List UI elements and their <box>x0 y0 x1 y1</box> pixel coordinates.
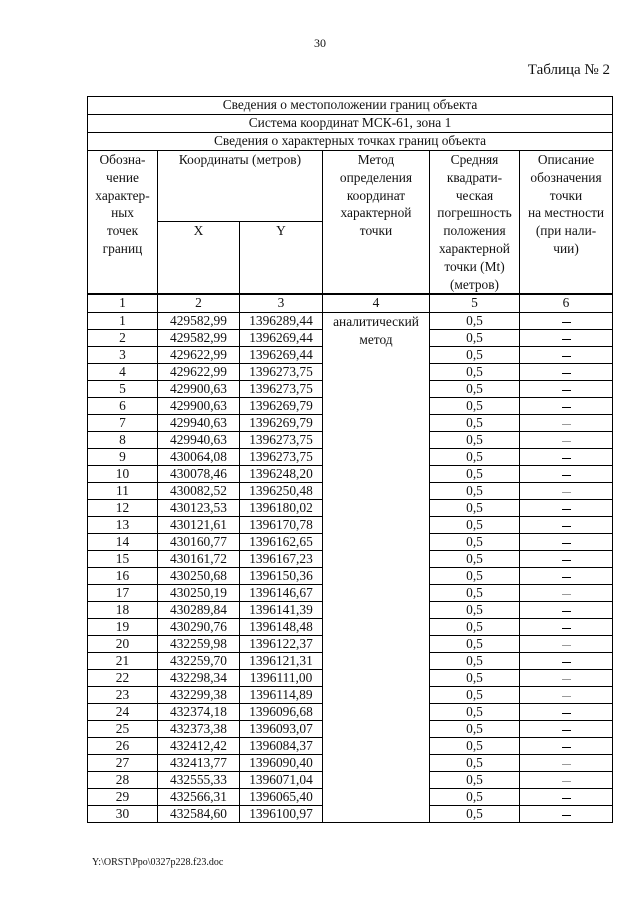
mean-square-error: 0,5 <box>430 687 520 704</box>
dash-mark <box>562 764 571 765</box>
dash-mark <box>562 407 571 408</box>
point-description <box>520 415 613 432</box>
dash-mark <box>562 594 571 595</box>
dash-mark <box>562 492 571 493</box>
point-number: 30 <box>88 806 158 823</box>
mean-square-error: 0,5 <box>430 347 520 364</box>
column-number: 5 <box>430 294 520 313</box>
mean-square-error: 0,5 <box>430 602 520 619</box>
point-description <box>520 755 613 772</box>
point-description <box>520 721 613 738</box>
dash-mark <box>562 356 571 357</box>
point-number: 1 <box>88 313 158 330</box>
header-x: X <box>158 221 240 294</box>
coord-y: 1396273,75 <box>240 364 323 381</box>
header-y: Y <box>240 221 323 294</box>
coord-y: 1396090,40 <box>240 755 323 772</box>
header-point-designation: Обозна- чение характер- ных точек границ <box>88 151 158 295</box>
point-description <box>520 347 613 364</box>
point-description <box>520 398 613 415</box>
point-number: 7 <box>88 415 158 432</box>
point-description <box>520 330 613 347</box>
point-description <box>520 738 613 755</box>
coord-y: 1396084,37 <box>240 738 323 755</box>
point-number: 22 <box>88 670 158 687</box>
point-description <box>520 449 613 466</box>
dash-mark <box>562 373 571 374</box>
mean-square-error: 0,5 <box>430 534 520 551</box>
dash-mark <box>562 560 571 561</box>
coord-y: 1396289,44 <box>240 313 323 330</box>
point-number: 27 <box>88 755 158 772</box>
coord-x: 430121,61 <box>158 517 240 534</box>
point-description <box>520 687 613 704</box>
mean-square-error: 0,5 <box>430 330 520 347</box>
point-number: 12 <box>88 500 158 517</box>
point-number: 26 <box>88 738 158 755</box>
coord-y: 1396121,31 <box>240 653 323 670</box>
mean-square-error: 0,5 <box>430 789 520 806</box>
coord-y: 1396170,78 <box>240 517 323 534</box>
coord-x: 430082,52 <box>158 483 240 500</box>
header-method: Метод определения координат характерной точки <box>323 151 430 295</box>
coord-y: 1396180,02 <box>240 500 323 517</box>
coord-x: 432413,77 <box>158 755 240 772</box>
point-description <box>520 568 613 585</box>
coord-y: 1396273,75 <box>240 432 323 449</box>
coord-y: 1396269,44 <box>240 347 323 364</box>
dash-mark <box>562 815 571 816</box>
mean-square-error: 0,5 <box>430 517 520 534</box>
mean-square-error: 0,5 <box>430 806 520 823</box>
dash-mark <box>562 662 571 663</box>
point-description <box>520 670 613 687</box>
coord-y: 1396269,79 <box>240 398 323 415</box>
dash-mark <box>562 339 571 340</box>
point-number: 25 <box>88 721 158 738</box>
point-number: 2 <box>88 330 158 347</box>
mean-square-error: 0,5 <box>430 568 520 585</box>
coord-x: 429622,99 <box>158 347 240 364</box>
point-number: 5 <box>88 381 158 398</box>
mean-square-error: 0,5 <box>430 653 520 670</box>
footer-file-path: Y:\ORST\Ppo\0327p228.f23.doc <box>92 857 224 868</box>
dash-mark <box>562 730 571 731</box>
point-description <box>520 432 613 449</box>
mean-square-error: 0,5 <box>430 398 520 415</box>
coord-y: 1396269,44 <box>240 330 323 347</box>
dash-mark <box>562 696 571 697</box>
mean-square-error: 0,5 <box>430 364 520 381</box>
table-body <box>88 313 613 823</box>
point-number: 17 <box>88 585 158 602</box>
coord-y: 1396248,20 <box>240 466 323 483</box>
dash-mark <box>562 458 571 459</box>
point-description <box>520 313 613 330</box>
coord-y: 1396269,79 <box>240 415 323 432</box>
mean-square-error: 0,5 <box>430 313 520 330</box>
coord-x: 429582,99 <box>158 330 240 347</box>
mean-square-error: 0,5 <box>430 415 520 432</box>
point-number: 8 <box>88 432 158 449</box>
mean-square-error: 0,5 <box>430 772 520 789</box>
dash-mark <box>562 781 571 782</box>
mean-square-error: 0,5 <box>430 704 520 721</box>
coord-x: 430160,77 <box>158 534 240 551</box>
coord-x: 432566,31 <box>158 789 240 806</box>
point-description <box>520 653 613 670</box>
mean-square-error: 0,5 <box>430 449 520 466</box>
header-point-description: Описание обозначения точки на местности (при нали- чии) <box>520 151 613 295</box>
mean-square-error: 0,5 <box>430 483 520 500</box>
coord-x: 432259,98 <box>158 636 240 653</box>
point-number: 9 <box>88 449 158 466</box>
dash-mark <box>562 543 571 544</box>
coord-y: 1396250,48 <box>240 483 323 500</box>
dash-mark <box>562 713 571 714</box>
coord-y: 1396122,37 <box>240 636 323 653</box>
column-number: 6 <box>520 294 613 313</box>
point-number: 23 <box>88 687 158 704</box>
point-number: 15 <box>88 551 158 568</box>
coord-y: 1396273,75 <box>240 381 323 398</box>
point-description <box>520 602 613 619</box>
coord-x: 432259,70 <box>158 653 240 670</box>
mean-square-error: 0,5 <box>430 432 520 449</box>
coord-x: 430161,72 <box>158 551 240 568</box>
dash-mark <box>562 526 571 527</box>
coord-y: 1396114,89 <box>240 687 323 704</box>
coord-x: 430250,68 <box>158 568 240 585</box>
point-number: 19 <box>88 619 158 636</box>
dash-mark <box>562 679 571 680</box>
point-number: 28 <box>88 772 158 789</box>
point-description <box>520 772 613 789</box>
dash-mark <box>562 509 571 510</box>
dash-mark <box>562 475 571 476</box>
point-number: 21 <box>88 653 158 670</box>
mean-square-error: 0,5 <box>430 466 520 483</box>
mean-square-error: 0,5 <box>430 636 520 653</box>
dash-mark <box>562 798 571 799</box>
header-mean-square-error: Средняя квадрати- ческая погрешность положения характерной точки (Mt) (метров) <box>430 151 520 295</box>
point-number: 14 <box>88 534 158 551</box>
mean-square-error: 0,5 <box>430 500 520 517</box>
coord-y: 1396146,67 <box>240 585 323 602</box>
point-description <box>520 619 613 636</box>
coord-x: 432584,60 <box>158 806 240 823</box>
column-number: 1 <box>88 294 158 313</box>
mean-square-error: 0,5 <box>430 670 520 687</box>
point-description <box>520 585 613 602</box>
point-description <box>520 806 613 823</box>
coord-x: 429582,99 <box>158 313 240 330</box>
point-description <box>520 636 613 653</box>
point-number: 10 <box>88 466 158 483</box>
column-number: 3 <box>240 294 323 313</box>
point-number: 29 <box>88 789 158 806</box>
coordinates-table <box>87 96 613 823</box>
coord-x: 429900,63 <box>158 398 240 415</box>
table-caption: Таблица № 2 <box>527 62 610 78</box>
column-number: 4 <box>323 294 430 313</box>
point-number: 16 <box>88 568 158 585</box>
coord-x: 432555,33 <box>158 772 240 789</box>
coord-y: 1396141,39 <box>240 602 323 619</box>
point-description <box>520 500 613 517</box>
mean-square-error: 0,5 <box>430 738 520 755</box>
point-number: 3 <box>88 347 158 364</box>
point-number: 20 <box>88 636 158 653</box>
coord-x: 432299,38 <box>158 687 240 704</box>
table-title-points: Сведения о характерных точках границ объекта <box>88 133 613 151</box>
point-description <box>520 551 613 568</box>
coord-x: 432412,42 <box>158 738 240 755</box>
point-description <box>520 483 613 500</box>
point-description <box>520 534 613 551</box>
coord-x: 432373,38 <box>158 721 240 738</box>
dash-mark <box>562 441 571 442</box>
coord-x: 430289,84 <box>158 602 240 619</box>
coord-y: 1396111,00 <box>240 670 323 687</box>
coord-y: 1396150,36 <box>240 568 323 585</box>
point-description <box>520 381 613 398</box>
coord-y: 1396273,75 <box>240 449 323 466</box>
coord-x: 429900,63 <box>158 381 240 398</box>
column-numbers-row <box>88 294 613 313</box>
point-number: 4 <box>88 364 158 381</box>
coord-x: 432374,18 <box>158 704 240 721</box>
method-cell: аналитический метод <box>323 313 430 823</box>
dash-mark <box>562 747 571 748</box>
coord-y: 1396100,97 <box>240 806 323 823</box>
coord-y: 1396148,48 <box>240 619 323 636</box>
column-number: 2 <box>158 294 240 313</box>
dash-mark <box>562 628 571 629</box>
coord-x: 430078,46 <box>158 466 240 483</box>
table-title-location: Сведения о местоположении границ объекта <box>88 97 613 115</box>
mean-square-error: 0,5 <box>430 755 520 772</box>
point-number: 13 <box>88 517 158 534</box>
dash-mark <box>562 611 571 612</box>
mean-square-error: 0,5 <box>430 551 520 568</box>
coord-x: 432298,34 <box>158 670 240 687</box>
coord-y: 1396162,65 <box>240 534 323 551</box>
point-description <box>520 789 613 806</box>
coord-x: 430123,53 <box>158 500 240 517</box>
point-description <box>520 704 613 721</box>
mean-square-error: 0,5 <box>430 619 520 636</box>
coord-x: 429940,63 <box>158 415 240 432</box>
dash-mark <box>562 577 571 578</box>
coord-x: 429622,99 <box>158 364 240 381</box>
point-number: 6 <box>88 398 158 415</box>
table-title-coord-system: Система координат МСК-61, зона 1 <box>88 115 613 133</box>
point-description <box>520 517 613 534</box>
header-coordinates: Координаты (метров) <box>158 151 323 222</box>
dash-mark <box>562 322 571 323</box>
point-number: 18 <box>88 602 158 619</box>
coord-x: 429940,63 <box>158 432 240 449</box>
point-description <box>520 466 613 483</box>
point-number: 11 <box>88 483 158 500</box>
coord-y: 1396167,23 <box>240 551 323 568</box>
mean-square-error: 0,5 <box>430 381 520 398</box>
coord-y: 1396071,04 <box>240 772 323 789</box>
dash-mark <box>562 424 571 425</box>
coord-x: 430250,19 <box>158 585 240 602</box>
coord-x: 430290,76 <box>158 619 240 636</box>
point-number: 24 <box>88 704 158 721</box>
coord-x: 430064,08 <box>158 449 240 466</box>
table-row <box>88 313 613 330</box>
page-number: 30 <box>314 36 326 50</box>
mean-square-error: 0,5 <box>430 585 520 602</box>
coord-y: 1396096,68 <box>240 704 323 721</box>
point-description <box>520 364 613 381</box>
dash-mark <box>562 390 571 391</box>
dash-mark <box>562 645 571 646</box>
mean-square-error: 0,5 <box>430 721 520 738</box>
coord-y: 1396093,07 <box>240 721 323 738</box>
coord-y: 1396065,40 <box>240 789 323 806</box>
